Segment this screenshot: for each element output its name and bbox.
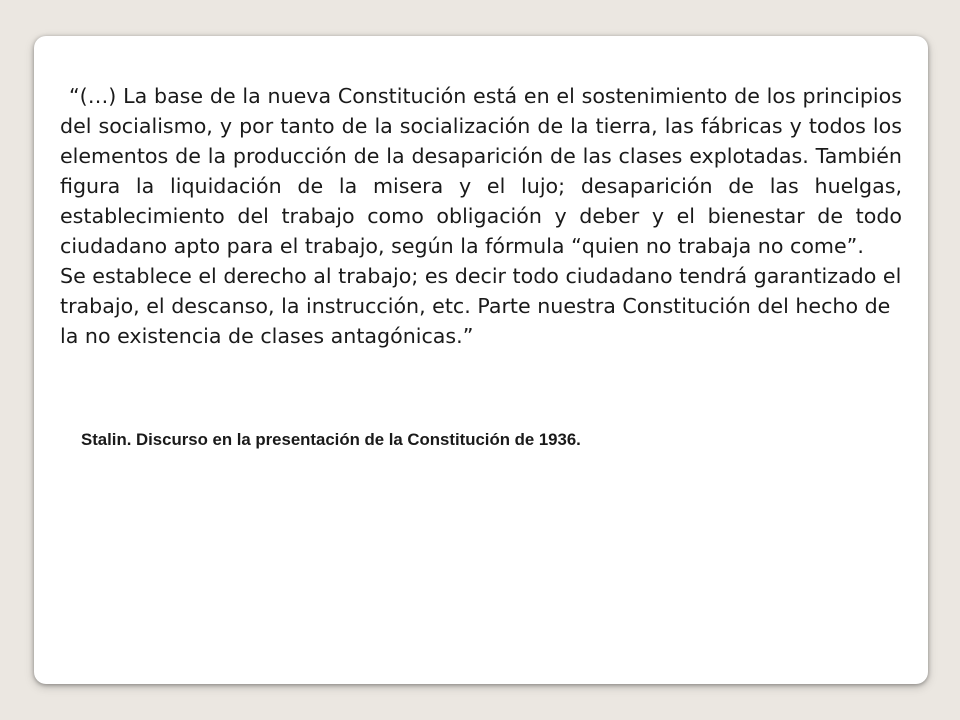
quote-block	[60, 81, 902, 351]
citation: Stalin. Discurso en la presentación de la Constitución de 1936.	[81, 430, 581, 449]
quote-paragraph-1: “(…) La base de la nueva Constitución está en el sostenimiento de los principios del socialismo, y por tanto de la socialización de la tierra, las fábricas y todos los elementos de la producción de la desaparición de las clases explotadas. También figura la liquidación de la misera y el lujo; desaparición de las huelgas, establecimiento del trabajo como obligación y deber y el bienestar de todo ciudadano apto para el trabajo, según la fórmula “quien no trabaja no come”.	[60, 84, 902, 258]
quote-paragraph-2: Se establece el derecho al trabajo; es decir todo ciudadano tendrá garantizado el trabajo, el descanso, la instrucción, etc. Parte nuestra Constitución del hecho de la no existencia de clases antagónicas.”	[60, 264, 902, 348]
slide-card	[34, 36, 928, 684]
